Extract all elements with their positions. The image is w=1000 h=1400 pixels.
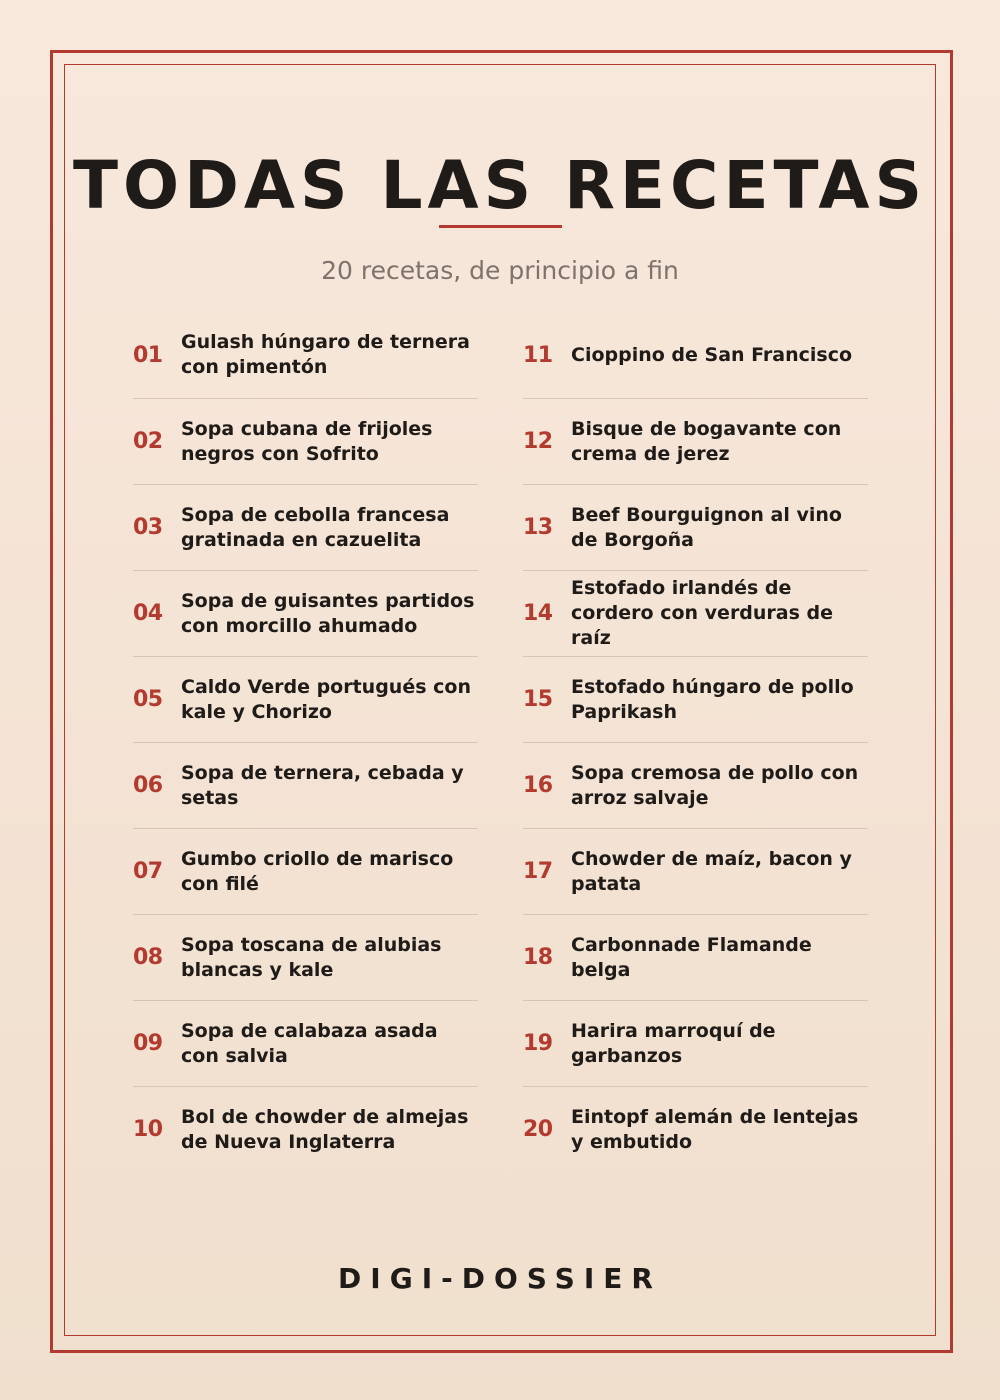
recipe-list-left — [133, 312, 478, 1172]
recipe-name: Sopa cubana de frijoles negros con Sofrito — [181, 417, 433, 465]
recipe-number: 01 — [133, 342, 163, 368]
recipe-item — [133, 742, 478, 828]
recipe-name: Sopa de cebolla francesa gratinada en cazuelita — [181, 503, 450, 551]
recipe-name: Bol de chowder de almejas de Nueva Inglaterra — [181, 1105, 469, 1153]
recipe-number: 09 — [133, 1031, 163, 1056]
recipe-item — [523, 312, 868, 398]
recipe-number: 02 — [133, 429, 163, 454]
recipe-item — [523, 570, 868, 656]
recipe-item — [523, 828, 868, 914]
recipe-name: Gulash húngaro de ternera con pimentón — [181, 331, 470, 378]
recipe-name: Chowder de maíz, bacon y patata — [571, 847, 852, 895]
recipe-name: Cioppino de San Francisco — [571, 343, 853, 366]
recipe-item — [523, 914, 868, 1000]
recipe-item — [523, 484, 868, 570]
recipe-item — [523, 1000, 868, 1086]
recipe-item — [133, 1086, 478, 1172]
page-title: TODAS LAS RECETAS — [72, 147, 928, 224]
recipe-item — [523, 1086, 868, 1172]
recipe-item — [133, 1000, 478, 1086]
recipe-number: 12 — [523, 429, 553, 454]
recipe-name: Caldo Verde portugués con kale y Chorizo — [181, 675, 471, 723]
recipe-number: 10 — [133, 1117, 163, 1142]
recipe-name: Sopa de guisantes partidos con morcillo ahumado — [181, 589, 475, 637]
recipe-item — [523, 656, 868, 742]
recipe-name: Carbonnade Flamande belga — [571, 933, 812, 981]
recipe-item — [133, 656, 478, 742]
recipe-name: Sopa cremosa de pollo con arroz salvaje — [571, 761, 859, 809]
recipe-number: 20 — [523, 1117, 553, 1142]
recipe-item — [133, 570, 478, 656]
recipe-number: 05 — [133, 687, 163, 712]
recipe-item — [523, 398, 868, 484]
recipe-name: Sopa de calabaza asada con salvia — [181, 1019, 438, 1067]
recipe-number: 07 — [133, 859, 163, 884]
recipe-name: Harira marroquí de garbanzos — [571, 1019, 776, 1067]
recipe-number: 13 — [523, 515, 553, 540]
recipe-name: Sopa toscana de alubias blancas y kale — [181, 933, 442, 981]
recipe-item — [133, 312, 478, 398]
recipe-name: Bisque de bogavante con crema de jerez — [571, 417, 842, 465]
recipe-name: Gumbo criollo de marisco con filé — [181, 847, 454, 895]
recipe-number: 18 — [523, 945, 553, 970]
recipe-item — [133, 398, 478, 484]
recipe-name: Eintopf alemán de lentejas y embutido — [571, 1105, 859, 1153]
brand-footer: DIGI-DOSSIER — [338, 1262, 662, 1295]
recipe-name: Estofado irlandés de cordero con verduras de raíz — [571, 577, 834, 649]
recipe-number: 06 — [133, 773, 163, 798]
page-subtitle: 20 recetas, de principio a fin — [321, 256, 679, 285]
recipe-item — [133, 828, 478, 914]
recipe-item — [523, 742, 868, 828]
recipe-number: 14 — [523, 601, 553, 626]
title-underline — [439, 225, 562, 228]
recipe-number: 11 — [523, 342, 553, 368]
recipe-number: 15 — [523, 687, 553, 712]
recipe-list-right — [523, 312, 868, 1172]
recipe-number: 16 — [523, 773, 553, 798]
recipe-number: 04 — [133, 601, 163, 626]
recipe-name: Estofado húngaro de pollo Paprikash — [571, 675, 854, 723]
recipe-number: 17 — [523, 859, 553, 884]
recipe-item — [133, 914, 478, 1000]
recipe-name: Beef Bourguignon al vino de Borgoña — [571, 503, 842, 551]
recipe-name: Sopa de ternera, cebada y setas — [181, 761, 464, 809]
recipe-item — [133, 484, 478, 570]
recipe-number: 03 — [133, 515, 163, 540]
recipe-number: 08 — [133, 945, 163, 970]
recipe-number: 19 — [523, 1031, 553, 1056]
